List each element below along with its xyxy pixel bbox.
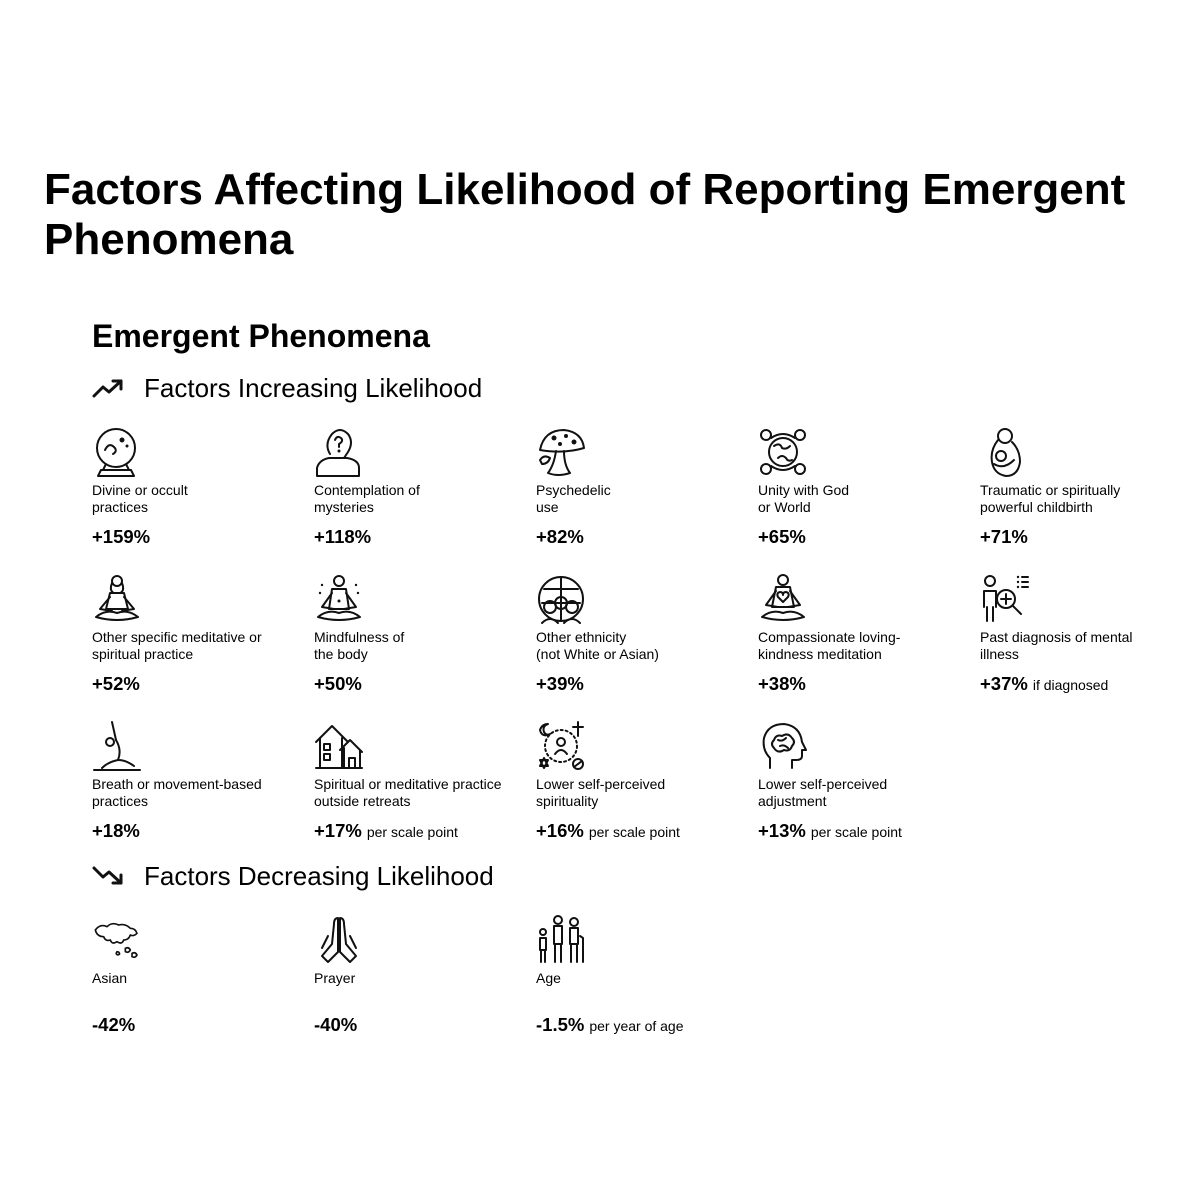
factor-asian (92, 914, 307, 1036)
crystal-ball-icon (92, 426, 142, 478)
factor-label: Divine or occult practices (92, 482, 188, 515)
factor-divine-occult (92, 426, 307, 548)
factor-value: -40% (314, 1014, 358, 1035)
factor-label: Contemplation of mysteries (314, 482, 420, 515)
praying-hands-icon (314, 914, 364, 966)
body-mindfulness-icon (314, 573, 364, 625)
factor-label: Compassionate loving- kindness meditation (758, 629, 901, 662)
factor-note: if diagnosed (1032, 677, 1109, 693)
factor-value: +38% (758, 673, 806, 694)
factor-breath-movement (92, 720, 307, 842)
factor-label: Lower self-perceived adjustment (758, 776, 888, 809)
factor-label: Spiritual or meditative practice outside retreats (314, 776, 502, 809)
factor-value: +37% (980, 673, 1028, 694)
factor-mental-illness (980, 573, 1180, 695)
thinking-person-icon (314, 426, 364, 478)
increasing-heading-label: Factors Increasing Likelihood (144, 373, 483, 403)
factor-label: Psychedelic use (536, 482, 611, 515)
mother-child-icon (980, 426, 1030, 478)
factor-loving-kindness (758, 573, 973, 695)
factor-label: Unity with God or World (758, 482, 850, 515)
factor-label: Traumatic or spiritually powerful childbirth (980, 482, 1121, 515)
factor-label: Prayer (314, 970, 356, 986)
factor-value: +18% (92, 820, 140, 841)
factor-label: Breath or movement-based practices (92, 776, 262, 809)
factor-lower-adjustment (758, 720, 973, 842)
heart-meditation-icon (758, 573, 808, 625)
factor-value: +17% (314, 820, 362, 841)
factor-label: Other specific meditative or spiritual practice (92, 629, 262, 662)
factor-value: -1.5% (536, 1014, 585, 1035)
house-icon (314, 720, 364, 772)
section-subtitle: Emergent Phenomena (92, 318, 430, 354)
factor-other-meditative (92, 573, 307, 695)
asia-map-icon (92, 914, 142, 966)
trending-down-icon (92, 864, 124, 888)
page-title: Factors Affecting Likelihood of Reporting Emergent Phenomena (44, 165, 1126, 264)
factor-value: +118% (314, 526, 372, 547)
factor-lower-spirituality (536, 720, 751, 842)
meditating-woman-icon (92, 573, 142, 625)
factor-value: +65% (758, 526, 806, 547)
factor-label: Asian (92, 970, 128, 986)
factor-value: +52% (92, 673, 140, 694)
factor-unity (758, 426, 973, 548)
diverse-people-icon (536, 573, 586, 625)
factor-note: per year of age (589, 1018, 684, 1034)
factor-contemplation (314, 426, 529, 548)
factor-note: per scale point (366, 824, 458, 840)
factor-value: +159% (92, 526, 151, 547)
brain-head-icon (758, 720, 808, 772)
factor-other-ethnicity (536, 573, 751, 695)
factor-prayer (314, 914, 529, 1036)
factor-note: per scale point (588, 824, 680, 840)
factor-age (536, 914, 751, 1036)
factor-value: +39% (536, 673, 584, 694)
factor-value: +16% (536, 820, 584, 841)
factor-outside-retreats (314, 720, 529, 842)
trending-up-icon (92, 376, 124, 400)
globe-unity-icon (758, 426, 808, 478)
factor-label: Past diagnosis of mental illness (980, 629, 1133, 662)
factor-value: +13% (758, 820, 806, 841)
factor-value: +71% (980, 526, 1028, 547)
generations-icon (536, 914, 586, 966)
increasing-heading (92, 370, 482, 406)
decreasing-heading (92, 858, 494, 894)
factor-mindfulness-body (314, 573, 529, 695)
factor-childbirth (980, 426, 1195, 548)
factor-label: Mindfulness of the body (314, 629, 405, 662)
yoga-pose-icon (92, 720, 142, 772)
factor-value: +50% (314, 673, 362, 694)
factor-value: +82% (536, 526, 584, 547)
religions-icon (536, 720, 586, 772)
factor-label: Age (536, 970, 561, 986)
factor-note: per scale point (810, 824, 902, 840)
factor-label: Lower self-perceived spirituality (536, 776, 666, 809)
diagnosis-icon (980, 573, 1030, 625)
mushroom-icon (536, 426, 586, 478)
decreasing-heading-label: Factors Decreasing Likelihood (144, 861, 494, 891)
factor-psychedelic (536, 426, 751, 548)
factor-label: Other ethnicity (not White or Asian) (536, 629, 659, 662)
factor-value: -42% (92, 1014, 136, 1035)
